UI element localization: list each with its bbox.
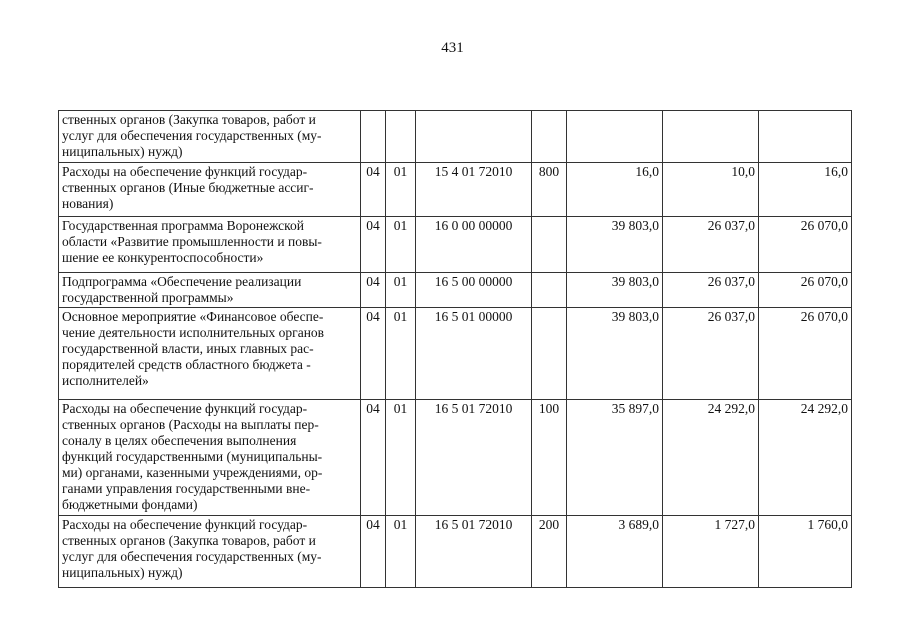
amount-year1-cell: 35 897,0 [567, 400, 663, 516]
amount-year2-cell: 26 037,0 [663, 217, 759, 273]
subsection-code-cell: 01 [386, 308, 416, 400]
row-name-cell: Подпрограмма «Обеспечение реализации государственной программы» [59, 273, 361, 308]
amount-year1-cell: 16,0 [567, 163, 663, 217]
expense-type-cell [532, 111, 567, 163]
target-article-cell: 16 5 01 72010 [416, 516, 532, 588]
subsection-code-cell: 01 [386, 273, 416, 308]
row-name-cell: Расходы на обеспечение функций государ- ственных органов (Расходы на выплаты пер- соналу в целях обеспечения выполнения функций государственными (муниципальны- ми) органами, казенными учреждениями, ор- ганами управления государственными вне- бюджетными фондами) [59, 400, 361, 516]
subsection-code-cell [386, 111, 416, 163]
section-code-cell: 04 [361, 273, 386, 308]
amount-year1-cell [567, 111, 663, 163]
amount-year3-cell: 26 070,0 [759, 273, 852, 308]
expense-type-cell [532, 273, 567, 308]
amount-year1-cell: 39 803,0 [567, 308, 663, 400]
amount-year2-cell: 24 292,0 [663, 400, 759, 516]
expense-type-cell [532, 217, 567, 273]
table-row [59, 516, 852, 588]
amount-year1-cell: 39 803,0 [567, 273, 663, 308]
expense-type-cell: 800 [532, 163, 567, 217]
amount-year2-cell: 1 727,0 [663, 516, 759, 588]
subsection-code-cell: 01 [386, 163, 416, 217]
amount-year1-cell: 3 689,0 [567, 516, 663, 588]
target-article-cell: 16 0 00 00000 [416, 217, 532, 273]
target-article-cell: 16 5 01 00000 [416, 308, 532, 400]
target-article-cell: 16 5 00 00000 [416, 273, 532, 308]
section-code-cell: 04 [361, 163, 386, 217]
amount-year2-cell: 26 037,0 [663, 273, 759, 308]
amount-year2-cell: 10,0 [663, 163, 759, 217]
target-article-cell: 16 5 01 72010 [416, 400, 532, 516]
row-name-cell: Расходы на обеспечение функций государ- ственных органов (Иные бюджетные ассиг- нования) [59, 163, 361, 217]
row-name-cell: Основное мероприятие «Финансовое обеспе- чение деятельности исполнительных органов государственной власти, иных главных рас- порядителей средств областного бюджета - исполнителей» [59, 308, 361, 400]
amount-year1-cell: 39 803,0 [567, 217, 663, 273]
amount-year2-cell [663, 111, 759, 163]
target-article-cell: 15 4 01 72010 [416, 163, 532, 217]
amount-year3-cell: 26 070,0 [759, 217, 852, 273]
subsection-code-cell: 01 [386, 217, 416, 273]
row-name-cell: Расходы на обеспечение функций государ- ственных органов (Закупка товаров, работ и услуг для обеспечения государственных (му- ниципальных) нужд) [59, 516, 361, 588]
budget-table [58, 110, 852, 588]
amount-year3-cell: 1 760,0 [759, 516, 852, 588]
expense-type-cell: 100 [532, 400, 567, 516]
page-number: 431 [441, 40, 464, 56]
section-code-cell: 04 [361, 308, 386, 400]
amount-year2-cell: 26 037,0 [663, 308, 759, 400]
table-row [59, 308, 852, 400]
subsection-code-cell: 01 [386, 400, 416, 516]
amount-year3-cell: 24 292,0 [759, 400, 852, 516]
target-article-cell [416, 111, 532, 163]
section-code-cell: 04 [361, 217, 386, 273]
amount-year3-cell: 26 070,0 [759, 308, 852, 400]
table-row [59, 400, 852, 516]
row-name-cell: Государственная программа Воронежской области «Развитие промышленности и повы- шение ее конкурентоспособности» [59, 217, 361, 273]
budget-table-body [59, 111, 852, 588]
subsection-code-cell: 01 [386, 516, 416, 588]
table-row [59, 111, 852, 163]
table-row [59, 163, 852, 217]
section-code-cell [361, 111, 386, 163]
expense-type-cell [532, 308, 567, 400]
amount-year3-cell [759, 111, 852, 163]
table-row [59, 217, 852, 273]
row-name-cell: ственных органов (Закупка товаров, работ и услуг для обеспечения государственных (му- ниципальных) нужд) [59, 111, 361, 163]
table-row [59, 273, 852, 308]
expense-type-cell: 200 [532, 516, 567, 588]
amount-year3-cell: 16,0 [759, 163, 852, 217]
section-code-cell: 04 [361, 516, 386, 588]
section-code-cell: 04 [361, 400, 386, 516]
